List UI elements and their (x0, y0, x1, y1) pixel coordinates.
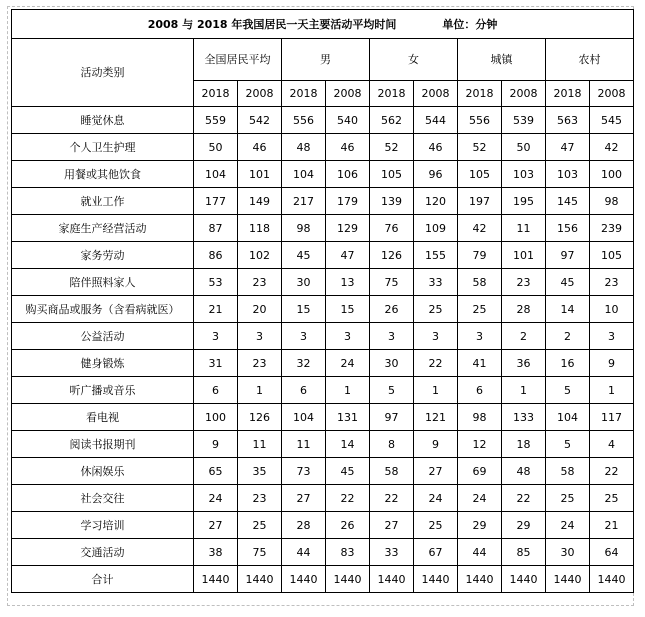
value-cell: 9 (414, 431, 458, 458)
value-cell: 29 (502, 512, 546, 539)
value-cell: 1440 (590, 566, 634, 593)
value-cell: 79 (458, 242, 502, 269)
value-cell: 58 (370, 458, 414, 485)
value-cell: 105 (370, 161, 414, 188)
value-cell: 106 (326, 161, 370, 188)
value-cell: 197 (458, 188, 502, 215)
value-cell: 217 (282, 188, 326, 215)
value-cell: 6 (282, 377, 326, 404)
value-cell: 67 (414, 539, 458, 566)
value-cell: 44 (458, 539, 502, 566)
value-cell: 46 (414, 134, 458, 161)
value-cell: 27 (414, 458, 458, 485)
value-cell: 21 (590, 512, 634, 539)
value-cell: 47 (546, 134, 590, 161)
value-cell: 102 (238, 242, 282, 269)
table-row (12, 485, 634, 512)
table-row (12, 350, 634, 377)
value-cell: 21 (194, 296, 238, 323)
activity-label: 家务劳动 (12, 242, 194, 269)
value-cell: 25 (238, 512, 282, 539)
value-cell: 1440 (370, 566, 414, 593)
value-cell: 16 (546, 350, 590, 377)
value-cell: 73 (282, 458, 326, 485)
value-cell: 36 (502, 350, 546, 377)
table-row (12, 161, 634, 188)
value-cell: 3 (282, 323, 326, 350)
value-cell: 29 (458, 512, 502, 539)
value-cell: 83 (326, 539, 370, 566)
table-row (12, 107, 634, 134)
value-cell: 25 (546, 485, 590, 512)
value-cell: 75 (370, 269, 414, 296)
value-cell: 5 (546, 431, 590, 458)
value-cell: 45 (326, 458, 370, 485)
value-cell: 105 (458, 161, 502, 188)
value-cell: 46 (238, 134, 282, 161)
value-cell: 1440 (546, 566, 590, 593)
table-title: 2008 与 2018 年我国居民一天主要活动平均时间 (147, 17, 397, 31)
value-cell: 14 (546, 296, 590, 323)
value-cell: 3 (326, 323, 370, 350)
value-cell: 4 (590, 431, 634, 458)
value-cell: 11 (502, 215, 546, 242)
value-cell: 42 (458, 215, 502, 242)
value-cell: 27 (282, 485, 326, 512)
table-unit: 单位：分钟 (442, 17, 498, 31)
year-header: 2018 (458, 81, 502, 107)
value-cell: 58 (546, 458, 590, 485)
value-cell: 100 (194, 404, 238, 431)
value-cell: 104 (282, 404, 326, 431)
value-cell: 120 (414, 188, 458, 215)
value-cell: 28 (282, 512, 326, 539)
value-cell: 97 (370, 404, 414, 431)
value-cell: 1440 (194, 566, 238, 593)
value-cell: 22 (414, 350, 458, 377)
value-cell: 64 (590, 539, 634, 566)
value-cell: 48 (282, 134, 326, 161)
table-row (12, 404, 634, 431)
value-cell: 25 (590, 485, 634, 512)
value-cell: 131 (326, 404, 370, 431)
value-cell: 86 (194, 242, 238, 269)
value-cell: 179 (326, 188, 370, 215)
value-cell: 53 (194, 269, 238, 296)
value-cell: 1440 (282, 566, 326, 593)
value-cell: 100 (590, 161, 634, 188)
value-cell: 5 (370, 377, 414, 404)
value-cell: 33 (414, 269, 458, 296)
value-cell: 18 (502, 431, 546, 458)
activity-label: 个人卫生护理 (12, 134, 194, 161)
value-cell: 109 (414, 215, 458, 242)
value-cell: 1440 (414, 566, 458, 593)
value-cell: 540 (326, 107, 370, 134)
year-header: 2018 (194, 81, 238, 107)
value-cell: 32 (282, 350, 326, 377)
value-cell: 25 (414, 512, 458, 539)
value-cell: 133 (502, 404, 546, 431)
value-cell: 1440 (502, 566, 546, 593)
value-cell: 1 (326, 377, 370, 404)
value-cell: 563 (546, 107, 590, 134)
value-cell: 35 (238, 458, 282, 485)
value-cell: 96 (414, 161, 458, 188)
value-cell: 65 (194, 458, 238, 485)
activity-label: 购买商品或服务（含看病就医） (12, 296, 194, 323)
table-row (12, 188, 634, 215)
value-cell: 23 (502, 269, 546, 296)
value-cell: 38 (194, 539, 238, 566)
value-cell: 50 (502, 134, 546, 161)
value-cell: 41 (458, 350, 502, 377)
value-cell: 22 (326, 485, 370, 512)
activity-label: 睡觉休息 (12, 107, 194, 134)
table-row (12, 458, 634, 485)
table-row (12, 134, 634, 161)
table-row (12, 431, 634, 458)
activity-time-table (11, 9, 634, 593)
value-cell: 31 (194, 350, 238, 377)
value-cell: 85 (502, 539, 546, 566)
value-cell: 556 (282, 107, 326, 134)
table-row (12, 296, 634, 323)
value-cell: 539 (502, 107, 546, 134)
value-cell: 1 (414, 377, 458, 404)
value-cell: 98 (458, 404, 502, 431)
value-cell: 9 (590, 350, 634, 377)
value-cell: 559 (194, 107, 238, 134)
value-cell: 15 (326, 296, 370, 323)
value-cell: 24 (458, 485, 502, 512)
table-row (12, 323, 634, 350)
value-cell: 126 (238, 404, 282, 431)
value-cell: 23 (238, 350, 282, 377)
value-cell: 3 (370, 323, 414, 350)
value-cell: 25 (458, 296, 502, 323)
value-cell: 149 (238, 188, 282, 215)
value-cell: 156 (546, 215, 590, 242)
value-cell: 1 (502, 377, 546, 404)
year-header: 2008 (590, 81, 634, 107)
value-cell: 101 (238, 161, 282, 188)
value-cell: 11 (282, 431, 326, 458)
value-cell: 239 (590, 215, 634, 242)
value-cell: 69 (458, 458, 502, 485)
value-cell: 20 (238, 296, 282, 323)
value-cell: 87 (194, 215, 238, 242)
value-cell: 76 (370, 215, 414, 242)
value-cell: 1 (238, 377, 282, 404)
activity-label: 健身锻炼 (12, 350, 194, 377)
value-cell: 24 (194, 485, 238, 512)
value-cell: 30 (282, 269, 326, 296)
table-row (12, 539, 634, 566)
activity-label: 看电视 (12, 404, 194, 431)
value-cell: 30 (546, 539, 590, 566)
year-header: 2008 (238, 81, 282, 107)
value-cell: 42 (590, 134, 634, 161)
table-row (12, 377, 634, 404)
value-cell: 155 (414, 242, 458, 269)
value-cell: 1 (590, 377, 634, 404)
value-cell: 556 (458, 107, 502, 134)
value-cell: 13 (326, 269, 370, 296)
value-cell: 2 (502, 323, 546, 350)
year-header: 2008 (326, 81, 370, 107)
value-cell: 22 (502, 485, 546, 512)
value-cell: 14 (326, 431, 370, 458)
activity-label: 就业工作 (12, 188, 194, 215)
table-row (12, 242, 634, 269)
value-cell: 5 (546, 377, 590, 404)
value-cell: 195 (502, 188, 546, 215)
title-row (12, 10, 634, 39)
value-cell: 9 (194, 431, 238, 458)
table-row (12, 269, 634, 296)
table-row (12, 215, 634, 242)
year-header: 2018 (282, 81, 326, 107)
value-cell: 562 (370, 107, 414, 134)
activity-label: 社会交往 (12, 485, 194, 512)
activity-label: 陪伴照料家人 (12, 269, 194, 296)
value-cell: 25 (414, 296, 458, 323)
value-cell: 103 (546, 161, 590, 188)
value-cell: 117 (590, 404, 634, 431)
value-cell: 24 (414, 485, 458, 512)
activity-label: 阅读书报期刊 (12, 431, 194, 458)
value-cell: 1440 (238, 566, 282, 593)
value-cell: 3 (458, 323, 502, 350)
group-header-row (12, 39, 634, 81)
value-cell: 3 (590, 323, 634, 350)
value-cell: 3 (414, 323, 458, 350)
value-cell: 48 (502, 458, 546, 485)
value-cell: 105 (590, 242, 634, 269)
value-cell: 8 (370, 431, 414, 458)
value-cell: 97 (546, 242, 590, 269)
value-cell: 104 (194, 161, 238, 188)
group-header-urban: 城镇 (458, 39, 546, 81)
value-cell: 3 (194, 323, 238, 350)
value-cell: 101 (502, 242, 546, 269)
value-cell: 23 (590, 269, 634, 296)
value-cell: 23 (238, 485, 282, 512)
value-cell: 145 (546, 188, 590, 215)
value-cell: 52 (370, 134, 414, 161)
year-header: 2008 (502, 81, 546, 107)
value-cell: 15 (282, 296, 326, 323)
value-cell: 3 (238, 323, 282, 350)
category-header: 活动类别 (12, 39, 194, 107)
value-cell: 6 (458, 377, 502, 404)
value-cell: 75 (238, 539, 282, 566)
group-header-national: 全国居民平均 (194, 39, 282, 81)
group-header-female: 女 (370, 39, 458, 81)
year-header: 2018 (546, 81, 590, 107)
value-cell: 46 (326, 134, 370, 161)
value-cell: 103 (502, 161, 546, 188)
activity-label: 合计 (12, 566, 194, 593)
value-cell: 47 (326, 242, 370, 269)
value-cell: 45 (282, 242, 326, 269)
value-cell: 30 (370, 350, 414, 377)
value-cell: 118 (238, 215, 282, 242)
group-header-male: 男 (282, 39, 370, 81)
value-cell: 58 (458, 269, 502, 296)
value-cell: 44 (282, 539, 326, 566)
value-cell: 177 (194, 188, 238, 215)
activity-label: 用餐或其他饮食 (12, 161, 194, 188)
year-header: 2008 (414, 81, 458, 107)
activity-label: 公益活动 (12, 323, 194, 350)
value-cell: 10 (590, 296, 634, 323)
value-cell: 27 (370, 512, 414, 539)
table-row (12, 512, 634, 539)
value-cell: 544 (414, 107, 458, 134)
value-cell: 129 (326, 215, 370, 242)
value-cell: 98 (282, 215, 326, 242)
value-cell: 98 (590, 188, 634, 215)
value-cell: 104 (546, 404, 590, 431)
value-cell: 27 (194, 512, 238, 539)
activity-label: 休闲娱乐 (12, 458, 194, 485)
group-header-rural: 农村 (546, 39, 634, 81)
value-cell: 33 (370, 539, 414, 566)
activity-label: 听广播或音乐 (12, 377, 194, 404)
value-cell: 545 (590, 107, 634, 134)
value-cell: 126 (370, 242, 414, 269)
value-cell: 24 (546, 512, 590, 539)
value-cell: 1440 (326, 566, 370, 593)
activity-label: 学习培训 (12, 512, 194, 539)
value-cell: 139 (370, 188, 414, 215)
value-cell: 542 (238, 107, 282, 134)
table-title-cell (12, 10, 634, 39)
value-cell: 11 (238, 431, 282, 458)
value-cell: 2 (546, 323, 590, 350)
value-cell: 26 (326, 512, 370, 539)
value-cell: 104 (282, 161, 326, 188)
year-header: 2018 (370, 81, 414, 107)
value-cell: 50 (194, 134, 238, 161)
value-cell: 52 (458, 134, 502, 161)
value-cell: 28 (502, 296, 546, 323)
value-cell: 24 (326, 350, 370, 377)
table-row (12, 566, 634, 593)
value-cell: 12 (458, 431, 502, 458)
activity-label: 家庭生产经营活动 (12, 215, 194, 242)
value-cell: 121 (414, 404, 458, 431)
value-cell: 22 (370, 485, 414, 512)
value-cell: 26 (370, 296, 414, 323)
activity-label: 交通活动 (12, 539, 194, 566)
value-cell: 45 (546, 269, 590, 296)
value-cell: 23 (238, 269, 282, 296)
value-cell: 22 (590, 458, 634, 485)
value-cell: 1440 (458, 566, 502, 593)
value-cell: 6 (194, 377, 238, 404)
